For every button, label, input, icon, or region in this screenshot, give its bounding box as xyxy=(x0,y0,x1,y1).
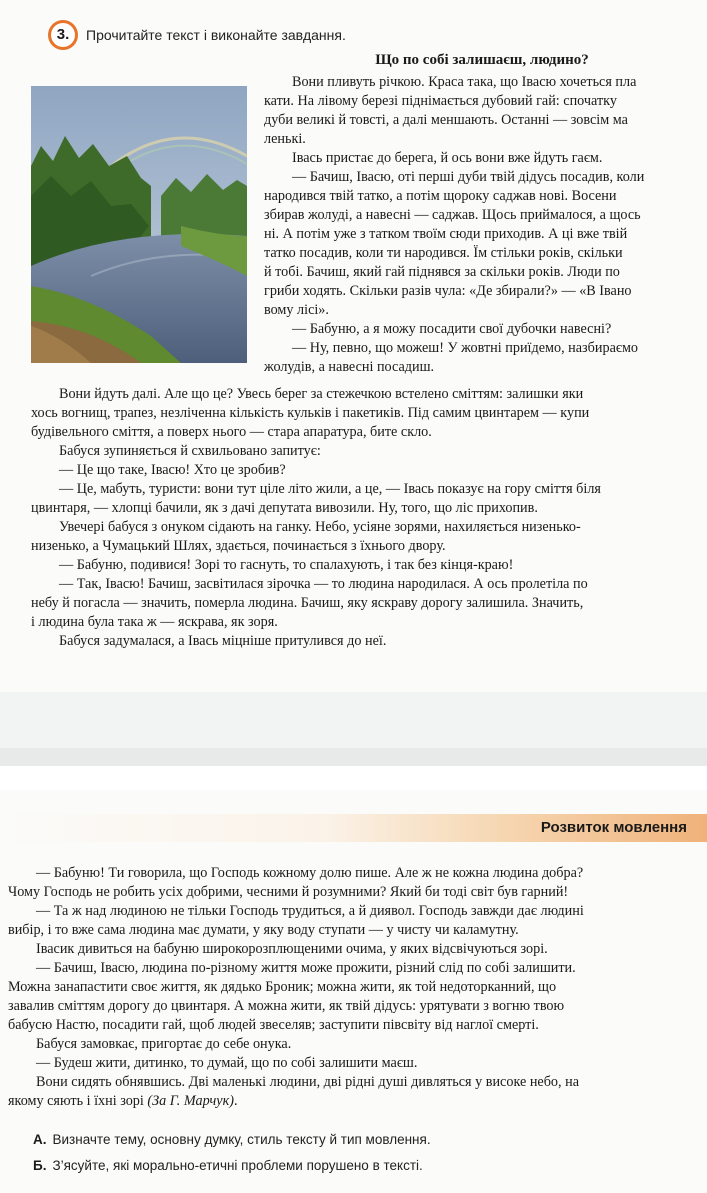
textbook-page-43 xyxy=(0,790,707,1193)
text-line: Бабуся замовкає, пригортає до себе онука. xyxy=(36,1036,292,1052)
separator-shadow xyxy=(0,748,707,766)
text-line: цвинтаря, — хлопці бачили, як з дачі депутата вивозили. Ну, того, що ліс прихопив. xyxy=(31,500,538,516)
text-line: завалив сміттям дорогу до цвинтаря. А можна жити, як твій дідусь: урятувати з вогню твою xyxy=(8,998,565,1014)
text-line: небу й погасла — значить, померла людина. Бачиш, яку яскраву дорогу залишила. Значить, xyxy=(31,595,584,611)
text-line: дуби великі й товсті, а далі меншають. Останні — зовсім ма xyxy=(264,112,628,128)
story-source: (За Г. Марчук) xyxy=(147,1093,234,1109)
text-line: збирав жолуді, а навесні — саджав. Щось приймалося, а щось xyxy=(264,207,641,223)
text-line: — Ну, певно, що можеш! У жовтні приїдемо, назбираємо xyxy=(292,340,639,356)
text-line: Вони йдуть далі. Але що це? Увесь берег за стежечкою встелено сміттям: залишки яки xyxy=(59,386,584,402)
text-line: Можна занапастити своє життя, як дядько Броник; можна жити, як той недоторканний, що xyxy=(8,979,557,995)
text-line: Івась пристає до берега, й ось вони вже йдуть гаєм. xyxy=(292,150,603,166)
text-line: — Бачиш, Івасю, оті перші дуби твій дідусь посадив, коли xyxy=(292,169,645,185)
question-b: Б. З’ясуйте, які морально-етичні проблеми порушено в тексті. xyxy=(33,1158,423,1173)
text-line: — Бачиш, Івасю, людина по-різному життя може прожити, різний слід по собі залишити. xyxy=(36,960,576,976)
river-landscape-photo xyxy=(31,86,247,363)
story-source-period: . xyxy=(233,1093,238,1109)
story-title: Що по собі залишаєш, людино? xyxy=(375,52,589,68)
task-instruction: Прочитайте текст і виконайте завдання. xyxy=(86,27,346,43)
text-line: — Це, мабуть, туристи: вони тут ціле літо жили, а це, — Івась показує на гору сміття біля xyxy=(59,481,601,497)
section-label: Розвиток мовлення xyxy=(540,819,687,836)
text-line: будівельного сміття, а поверх нього — стара апаратура, бите скло. xyxy=(31,424,432,440)
page-separator xyxy=(0,692,707,790)
text-line: якому сяють і їхні зорі (За Г. Марчук). xyxy=(8,1093,238,1109)
task-header xyxy=(48,20,346,50)
text-line: — Та ж над людиною не тільки Господь трудиться, а й диявол. Господь завжди дає людині xyxy=(36,903,584,919)
text-line: хось вогнищ, трапез, незліченна кількість кульків і пакетиків. Під самим цвинтарем — купи xyxy=(31,405,590,421)
text-line: ленькі. xyxy=(264,131,306,147)
task-number: 3. xyxy=(51,23,75,47)
text-line: гриби ходять. Скільки разів чула: «Де збирали?» — «В Івано xyxy=(264,283,632,299)
section-header-bar xyxy=(0,814,707,842)
text-line: — Бабуню! Ти говорила, що Господь кожному долю пише. Але ж не кожна людина добра? xyxy=(36,865,584,881)
text-line: — Бабуню, а я можу посадити свої дубочки навесні? xyxy=(292,321,612,337)
text-line: бабусю Настю, посадити гай, щоб людей звеселяв; заступити півсвіту від наглої смерті. xyxy=(8,1017,539,1033)
text-line: — Будеш жити, дитинко, то думай, що по собі залишити маєш. xyxy=(36,1055,418,1071)
text-line: татко посадив, коли ти народився. Їм стільки років, скільки xyxy=(264,245,623,261)
text-line: вибір, і то вже сама людина має думати, у яку воду ступати — у чисту чи каламутну. xyxy=(8,922,519,938)
text-line: Бабуся зупиняється й схвильовано запитує: xyxy=(59,443,321,459)
text-line: кати. На лівому березі піднімається дубовий гай: спочатку xyxy=(264,93,617,109)
text-line: — Бабуню, подивися! Зорі то гаснуть, то спалахують, і так без кінця-краю! xyxy=(59,557,514,573)
text-line: Вони пливуть річкою. Краса така, що Івасю хочеться пла xyxy=(292,74,637,90)
text-line: жолудів, а навесні посадиш. xyxy=(264,359,435,375)
text-line: низенько, а Чумацький Шлях, здається, починається з їхнього двору. xyxy=(31,538,446,554)
text-line: — Це що таке, Івасю! Хто це зробив? xyxy=(59,462,286,478)
text-line: Чому Господь не робить усіх добрими, чесними й розумними? Який би тоді світ був гарний! xyxy=(8,884,569,900)
text-line: Бабуся задумалася, а Івась міцніше притулився до неї. xyxy=(59,633,387,649)
text-line: і людина була така ж — яскрава, як зоря. xyxy=(31,614,278,630)
task-number-badge xyxy=(48,20,78,50)
text-line: Івасик дивиться на бабуню широкорозплющеними очима, у яких відсвічуються зорі. xyxy=(36,941,548,957)
text-line: Вони сидять обнявшись. Дві маленькі людини, дві рідні душі дивляться у високе небо, на xyxy=(36,1074,580,1090)
text-line: ні. А потім уже з татком твоїм сюди приходив. А ці вже твій xyxy=(264,226,628,242)
text-line: й тобі. Бачиш, який гай піднявся за скільки років. Люди по xyxy=(264,264,620,280)
question-a: А. Визначте тему, основну думку, стиль тексту й тип мовлення. xyxy=(33,1132,431,1147)
text-line: — Так, Івасю! Бачиш, засвітилася зірочка — то людина народилася. А ось пролетіла по xyxy=(59,576,588,592)
text-line: Увечері бабуся з онуком сідають на ганку. Небо, усіяне зорями, нахиляється низенько- xyxy=(59,519,581,535)
text-line: народився твій татко, а потім щороку саджав нові. Восени xyxy=(264,188,617,204)
text-line: вому лісі». xyxy=(264,302,329,318)
